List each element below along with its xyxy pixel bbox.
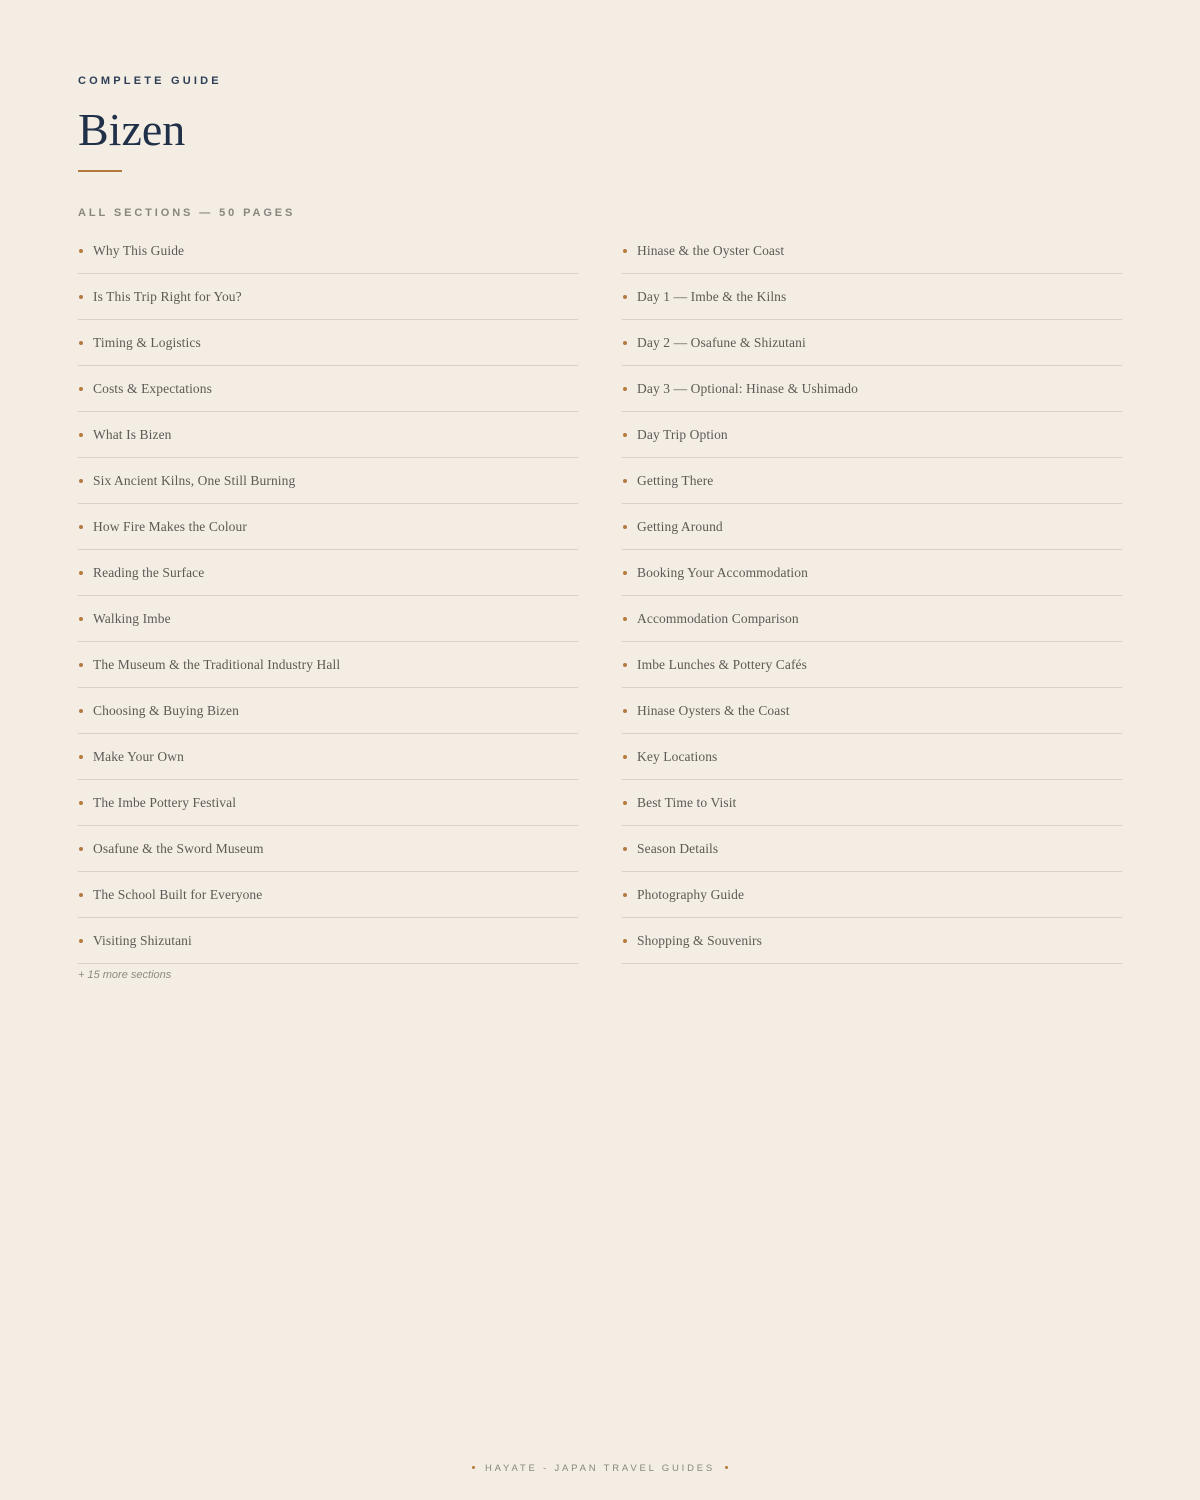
title-accent-rule <box>78 170 122 172</box>
section-list-item[interactable] <box>78 596 578 642</box>
bullet-dot-icon <box>623 617 627 621</box>
section-title: Choosing & Buying Bizen <box>93 703 239 718</box>
section-list-item[interactable] <box>78 412 578 458</box>
section-title: Season Details <box>637 841 719 856</box>
bullet-dot-icon <box>79 433 83 437</box>
footer-dot-icon <box>725 1466 728 1469</box>
section-title: Day 2 — Osafune & Shizutani <box>637 335 806 350</box>
section-title: Osafune & the Sword Museum <box>93 841 264 856</box>
section-title: Accommodation Comparison <box>637 611 799 626</box>
page-title: Bizen <box>78 104 186 155</box>
bullet-dot-icon <box>623 571 627 575</box>
section-list-item[interactable] <box>622 504 1122 550</box>
bullet-dot-icon <box>79 479 83 483</box>
section-list-item[interactable] <box>622 320 1122 366</box>
bullet-dot-icon <box>79 525 83 529</box>
section-list-item[interactable] <box>78 504 578 550</box>
bullet-dot-icon <box>79 939 83 943</box>
section-title: Key Locations <box>637 749 718 764</box>
bullet-dot-icon <box>79 341 83 345</box>
bullet-dot-icon <box>79 295 83 299</box>
section-list-item[interactable] <box>622 918 1122 964</box>
section-title: Make Your Own <box>93 749 184 764</box>
section-title: Costs & Expectations <box>93 381 212 396</box>
section-title: What Is Bizen <box>93 427 172 442</box>
section-list-item[interactable] <box>78 228 578 274</box>
guide-eyebrow: COMPLETE GUIDE <box>78 75 222 87</box>
section-list-item[interactable] <box>78 688 578 734</box>
section-list-item[interactable] <box>622 872 1122 918</box>
section-list-item[interactable] <box>622 596 1122 642</box>
section-list-item[interactable] <box>622 412 1122 458</box>
section-list-item[interactable] <box>78 366 578 412</box>
section-title: Is This Trip Right for You? <box>93 289 242 304</box>
section-list-item[interactable] <box>622 734 1122 780</box>
bullet-dot-icon <box>623 939 627 943</box>
section-list-item[interactable] <box>622 780 1122 826</box>
bullet-dot-icon <box>79 663 83 667</box>
footer <box>0 1463 1200 1474</box>
bullet-dot-icon <box>623 801 627 805</box>
sections-list-left <box>78 228 578 964</box>
section-title: Six Ancient Kilns, One Still Burning <box>93 473 296 488</box>
bullet-dot-icon <box>623 341 627 345</box>
bullet-dot-icon <box>79 617 83 621</box>
section-list-item[interactable] <box>622 228 1122 274</box>
section-list-item[interactable] <box>78 550 578 596</box>
bullet-dot-icon <box>623 479 627 483</box>
bullet-dot-icon <box>79 571 83 575</box>
section-title: How Fire Makes the Colour <box>93 519 247 534</box>
section-list-item[interactable] <box>78 274 578 320</box>
section-title: Booking Your Accommodation <box>637 565 808 580</box>
bullet-dot-icon <box>623 249 627 253</box>
section-list-item[interactable] <box>78 780 578 826</box>
section-list-item[interactable] <box>78 734 578 780</box>
footer-text: HAYATE - JAPAN TRAVEL GUIDES <box>484 1463 716 1474</box>
section-title: The Imbe Pottery Festival <box>93 795 237 810</box>
bullet-dot-icon <box>79 709 83 713</box>
section-title: Visiting Shizutani <box>93 933 192 948</box>
bullet-dot-icon <box>623 847 627 851</box>
section-list-item[interactable] <box>78 320 578 366</box>
bullet-dot-icon <box>623 525 627 529</box>
section-title: The Museum & the Traditional Industry Hall <box>93 657 341 672</box>
section-title: Why This Guide <box>93 243 185 258</box>
section-title: Getting There <box>637 473 714 488</box>
bullet-dot-icon <box>623 755 627 759</box>
section-title: Hinase Oysters & the Coast <box>637 703 790 718</box>
bullet-dot-icon <box>79 847 83 851</box>
section-list-item[interactable] <box>78 918 578 964</box>
section-list-item[interactable] <box>622 458 1122 504</box>
section-list-item[interactable] <box>622 550 1122 596</box>
section-title: Imbe Lunches & Pottery Cafés <box>637 657 808 672</box>
section-list-item[interactable] <box>78 458 578 504</box>
section-list-item[interactable] <box>622 688 1122 734</box>
sections-list-right <box>622 228 1122 964</box>
bullet-dot-icon <box>623 893 627 897</box>
section-title: Day Trip Option <box>637 427 728 442</box>
bullet-dot-icon <box>79 801 83 805</box>
bullet-dot-icon <box>623 433 627 437</box>
section-list-item[interactable] <box>78 872 578 918</box>
section-list-item[interactable] <box>622 826 1122 872</box>
section-title: Hinase & the Oyster Coast <box>637 243 785 258</box>
section-title: Best Time to Visit <box>637 795 737 810</box>
sections-count-label: ALL SECTIONS — 50 PAGES <box>78 207 296 219</box>
section-title: Shopping & Souvenirs <box>637 933 763 948</box>
section-title: Timing & Logistics <box>93 335 201 350</box>
section-title: Getting Around <box>637 519 723 534</box>
section-list-item[interactable] <box>78 642 578 688</box>
bullet-dot-icon <box>623 295 627 299</box>
bullet-dot-icon <box>623 663 627 667</box>
footer-dot-icon <box>472 1466 475 1469</box>
section-list-item[interactable] <box>622 642 1122 688</box>
section-list-item[interactable] <box>78 826 578 872</box>
section-title: Photography Guide <box>637 887 745 902</box>
section-list-item[interactable] <box>622 366 1122 412</box>
bullet-dot-icon <box>79 249 83 253</box>
bullet-dot-icon <box>79 387 83 391</box>
bullet-dot-icon <box>79 893 83 897</box>
section-title: Day 3 — Optional: Hinase & Ushimado <box>637 381 858 396</box>
section-list-item[interactable] <box>622 274 1122 320</box>
section-title: The School Built for Everyone <box>93 887 263 902</box>
bullet-dot-icon <box>79 755 83 759</box>
section-title: Day 1 — Imbe & the Kilns <box>637 289 787 304</box>
bullet-dot-icon <box>623 709 627 713</box>
section-title: Reading the Surface <box>93 565 205 580</box>
section-title: Walking Imbe <box>93 611 171 626</box>
more-sections-note: + 15 more sections <box>78 969 172 981</box>
bullet-dot-icon <box>623 387 627 391</box>
